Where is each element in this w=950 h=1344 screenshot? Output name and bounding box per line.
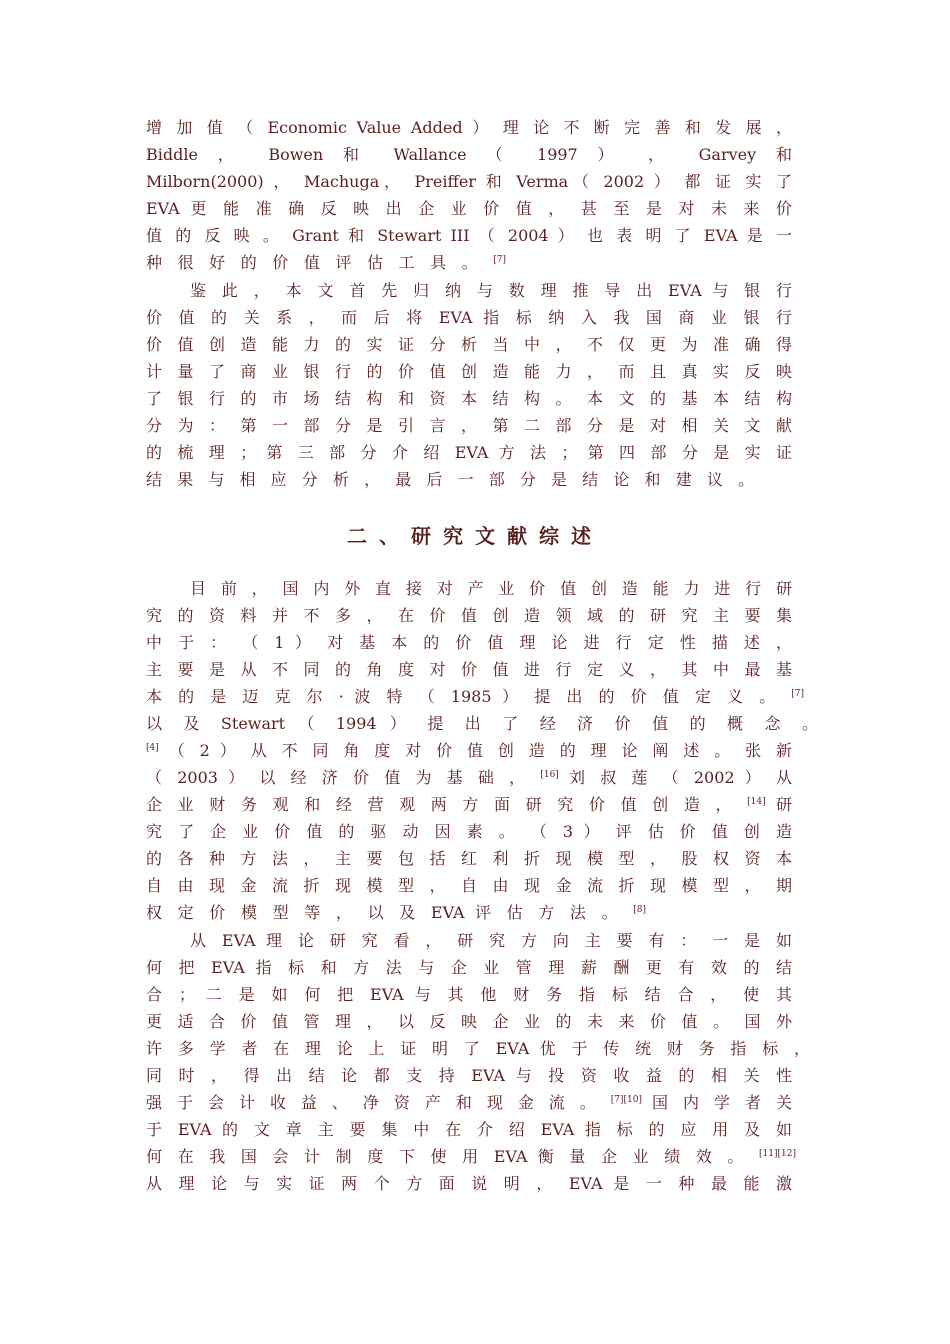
citation-marker: [7] xyxy=(493,255,506,265)
text-line: 同 时 ， 得 出 结 论 都 支 持 EVA 与 投 资 收 益 的 相 关 性 xyxy=(146,1066,792,1085)
text-line: 企 业 财 务 观 和 经 营 观 两 方 面 研 究 价 值 创 造 ， [14] 研 xyxy=(146,795,792,814)
text-line: [4] （ 2 ） 从 不 同 角 度 对 价 值 创 造 的 理 论 阐 述 。 张 新 xyxy=(146,741,792,760)
text-line: 的 梳 理 ； 第 三 部 分 介 绍 EVA 方 法 ； 第 四 部 分 是 实 证 xyxy=(146,443,792,462)
text-line: 权 定 价 模 型 等 ， 以 及 EVA 评 估 方 法 。 [8] xyxy=(146,903,646,922)
text-line: 计 量 了 商 业 银 行 的 价 值 创 造 能 力 ， 而 且 真 实 反 映 xyxy=(146,362,792,381)
text-line: 自 由 现 金 流 折 现 模 型 ， 自 由 现 金 流 折 现 模 型 ， 期 xyxy=(146,876,792,895)
text-line: 究 了 企 业 价 值 的 驱 动 因 素 。 （ 3 ） 评 估 价 值 创 造 xyxy=(146,822,792,841)
text-line: 于 EVA 的 文 章 主 要 集 中 在 介 绍 EVA 指 标 的 应 用 及 如 xyxy=(146,1120,792,1139)
text-line: （ 2003 ） 以 经 济 价 值 为 基 础 ， [16] 刘 叔 莲 （ 2002 ） 从 xyxy=(146,768,792,787)
text-line: 了 银 行 的 市 场 结 构 和 资 本 结 构 。 本 文 的 基 本 结 构 xyxy=(146,389,792,408)
citation-marker: [11][12] xyxy=(759,1149,796,1159)
text-line: 究 的 资 料 并 不 多 ， 在 价 值 创 造 领 域 的 研 究 主 要 集 xyxy=(146,606,792,625)
citation-marker: [16] xyxy=(540,770,559,780)
text-line: 主 要 是 从 不 同 的 角 度 对 价 值 进 行 定 义 ， 其 中 最 基 xyxy=(146,660,792,679)
text-line: 增 加 值 （ Economic Value Added ） 理 论 不 断 完 善 和 发 展 ， xyxy=(146,118,792,137)
citation-marker: [14] xyxy=(747,797,766,807)
text-line: 价 值 创 造 能 力 的 实 证 分 析 当 中 ， 不 仅 更 为 准 确 得 xyxy=(146,335,792,354)
citation-marker: [7][10] xyxy=(610,1095,643,1105)
text-line: 从 理 论 与 实 证 两 个 方 面 说 明 ， EVA 是 一 种 最 能 激 xyxy=(146,1174,792,1193)
text-line: 值 的 反 映 。 Grant 和 Stewart III （ 2004 ） 也 表 明 了 EVA 是 一 xyxy=(146,226,792,245)
text-line: 分 为 ： 第 一 部 分 是 引 言 ， 第 二 部 分 是 对 相 关 文 献 xyxy=(146,416,792,435)
text-line: 的 各 种 方 法 ， 主 要 包 括 红 利 折 现 模 型 ， 股 权 资 本 xyxy=(146,849,792,868)
text-line: 鉴 此 ， 本 文 首 先 归 纳 与 数 理 推 导 出 EVA 与 银 行 xyxy=(190,281,792,300)
text-line: 本 的 是 迈 克 尔 · 波 特 （ 1985 ） 提 出 的 价 值 定 义 。 [7] xyxy=(146,687,804,706)
text-line: 强 于 会 计 收 益 、 净 资 产 和 现 金 流 。 [7][10] 国 内 学 者 关 xyxy=(146,1093,792,1112)
text-line: 价 值 的 关 系 ， 而 后 将 EVA 指 标 纳 入 我 国 商 业 银 行 xyxy=(146,308,792,327)
text-line: 从 EVA 理 论 研 究 看 ， 研 究 方 向 主 要 有 ： 一 是 如 xyxy=(190,931,792,950)
citation-marker: [7] xyxy=(791,689,804,699)
text-line: 目 前 ， 国 内 外 直 接 对 产 业 价 值 创 造 能 力 进 行 研 xyxy=(190,579,792,598)
text-line: 中 于 ： （ 1 ） 对 基 本 的 价 值 理 论 进 行 定 性 描 述 ， xyxy=(146,633,792,652)
text-line: 以 及 Stewart （ 1994 ） 提 出 了 经 济 价 值 的 概 念 。 xyxy=(146,714,818,733)
text-line: 何 在 我 国 会 计 制 度 下 使 用 EVA 衡 量 企 业 绩 效 。 [11][12] xyxy=(146,1147,796,1166)
citation-marker: [4] xyxy=(146,743,159,753)
text-line: 更 适 合 价 值 管 理 ， 以 反 映 企 业 的 未 来 价 值 。 国 外 xyxy=(146,1012,792,1031)
text-line: 何 把 EVA 指 标 和 方 法 与 企 业 管 理 薪 酬 更 有 效 的 结 xyxy=(146,958,792,977)
text-line: EVA 更 能 准 确 反 映 出 企 业 价 值 ， 甚 至 是 对 未 来 价 xyxy=(146,199,792,218)
text-line: Milborn(2000) ， Machuga， Preiffer 和 Verma（ 2002 ） 都 证 实 了 xyxy=(146,172,792,191)
text-line: 结 果 与 相 应 分 析 ， 最 后 一 部 分 是 结 论 和 建 议 。 xyxy=(146,470,754,489)
citation-marker: [8] xyxy=(633,905,646,915)
text-line: 许 多 学 者 在 理 论 上 证 明 了 EVA 优 于 传 统 财 务 指 标 ， xyxy=(146,1039,810,1058)
text-line: Biddle ， Bowen 和 Wallance （ 1997 ） ， Garvey 和 xyxy=(146,145,792,164)
text-line: 合 ； 二 是 如 何 把 EVA 与 其 他 财 务 指 标 结 合 ， 使 其 xyxy=(146,985,792,1004)
text-line: 种 很 好 的 价 值 评 估 工 具 。 [7] xyxy=(146,253,506,272)
section-heading: 二、研究文献综述 xyxy=(347,524,603,548)
